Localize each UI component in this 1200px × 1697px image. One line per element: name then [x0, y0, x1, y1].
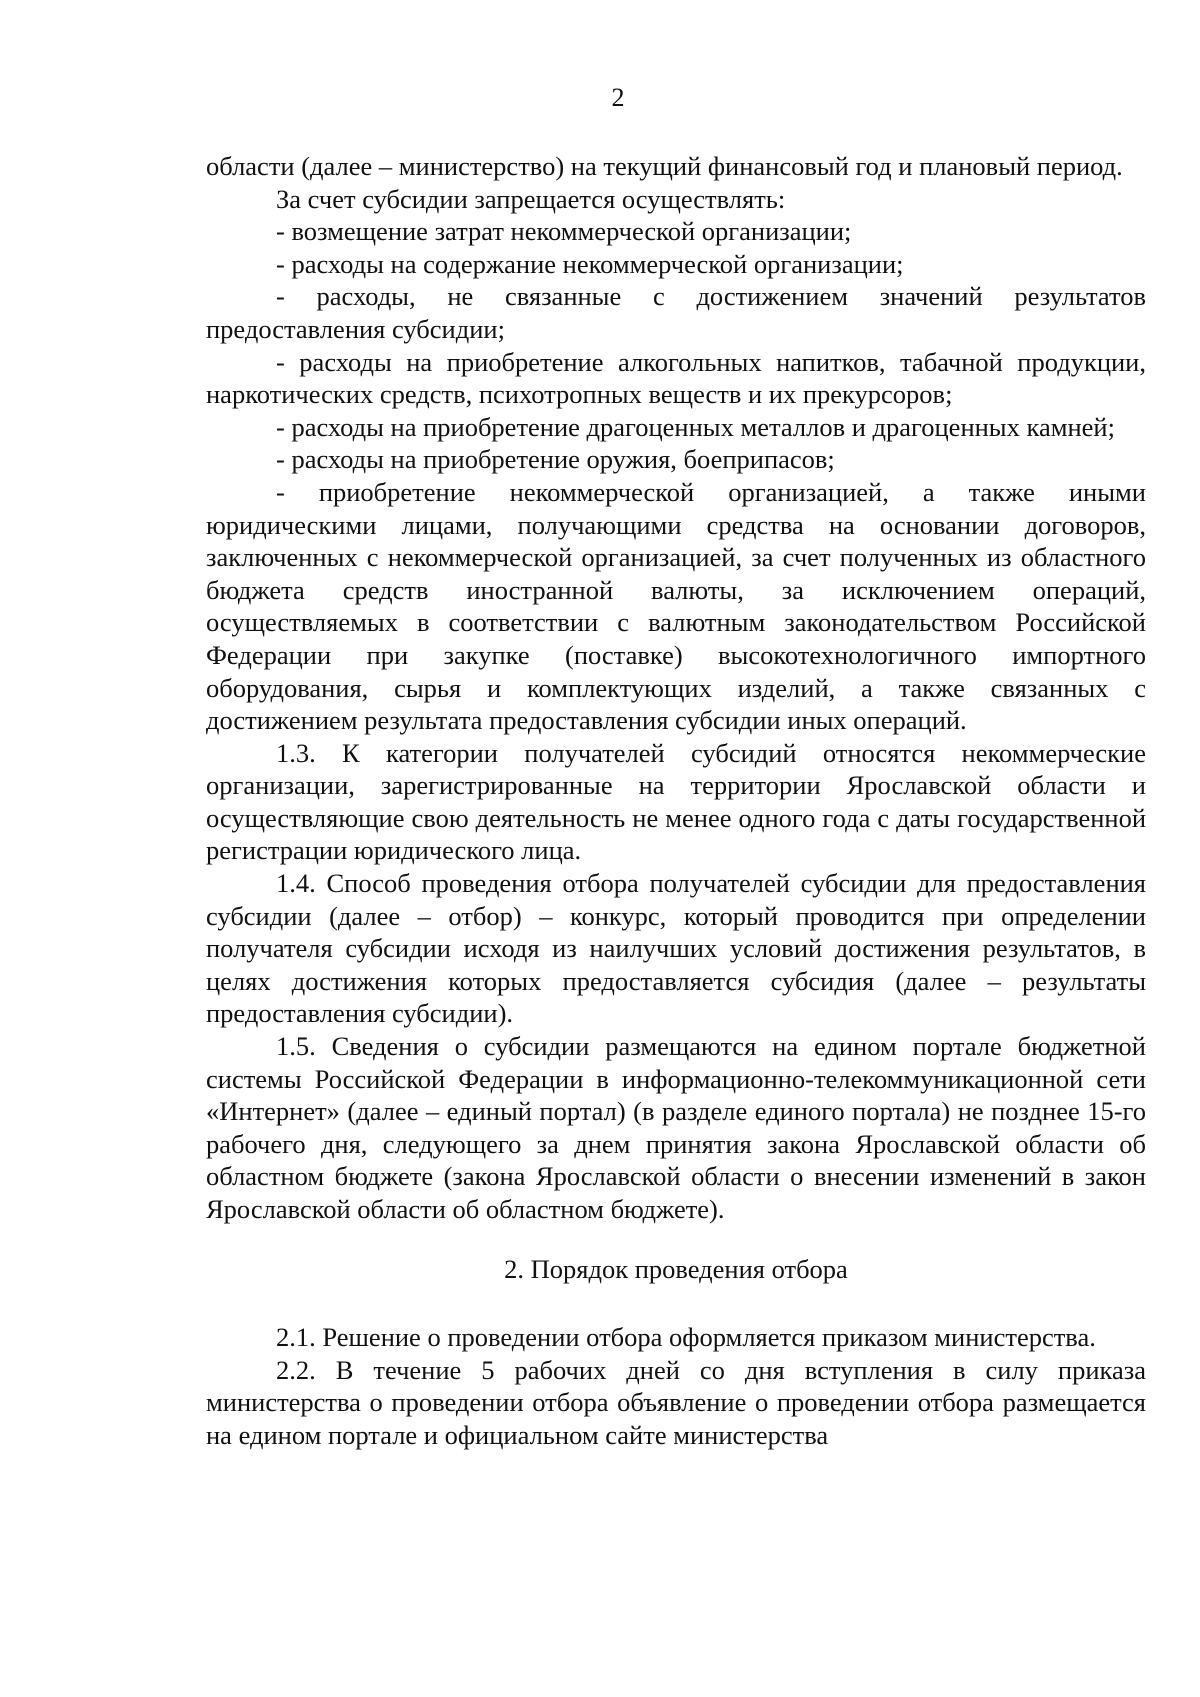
clause-2-2: 2.2. В течение 5 рабочих дней со дня вступления в силу приказа министерства о проведении отбора объявление о проведении отбора размещается на едином портале и официальном сайте министерства: [206, 1354, 1146, 1450]
paragraph-prohibitions-intro: За счет субсидии запрещается осуществлять:: [276, 183, 786, 214]
page-number: 2: [611, 83, 625, 112]
list-item: - расходы на содержание некоммерческой организации;: [276, 248, 904, 279]
document-body: [206, 150, 1146, 1452]
clause-1-4: 1.4. Способ проведения отбора получателей субсидии для предоставления субсидии (далее – отбор) – конкурс, который проводится при определении получателя субсидии исходя из наилучших условий достижения результатов, в целях достижения которых предоставляется субсидия (далее – результаты предоставления субсидии).: [206, 868, 1146, 1029]
list-item: - возмещение затрат некоммерческой организации;: [276, 216, 852, 247]
list-item: - расходы на приобретение оружия, боеприпасов;: [276, 444, 835, 475]
clause-1-3: 1.3. К категории получателей субсидий относятся некоммерческие организации, зарегистрированные на территории Ярославской области и осуществляющие свою деятельность не менее одного года с даты государственной регистрации юридического лица.: [206, 737, 1146, 866]
list-item: - расходы на приобретение драгоценных металлов и драгоценных камней;: [276, 411, 1115, 442]
clause-1-5: 1.5. Сведения о субсидии размещаются на едином портале бюджетной системы Российской Федерации в информационно-телекоммуникационной сети «Интернет» (далее – единый портал) (в разделе единого портала) не позднее 15-го рабочего дня, следующего за днем принятия закона Ярославской области об областном бюджете (закона Ярославской области о внесении изменений в закон Ярославской области об областном бюджете).: [206, 1031, 1146, 1224]
list-item: - расходы на приобретение алкогольных напитков, табачной продукции, наркотических средств, психотропных веществ и их прекурсоров;: [206, 346, 1146, 410]
clause-2-1: 2.1. Решение о проведении отбора оформляется приказом министерства.: [276, 1322, 1096, 1353]
list-item: - приобретение некоммерческой организацией, а также иными юридическими лицами, получающими средства на основании договоров, заключенных с некоммерческой организацией, за счет полученных из областного бюджета средств иностранной валюты, за исключением операций, осуществляемых в соответствии с валютным законодательством Российской Федерации при закупке (поставке) высокотехнологичного импортного оборудования, сырья и комплектующих изделий, а также связанных с достижением результата предоставления субсидии иных операций.: [206, 476, 1146, 736]
section-heading: 2. Порядок проведения отбора: [504, 1253, 848, 1284]
paragraph-continuation: области (далее – министерство) на текущий финансовый год и плановый период.: [206, 151, 1123, 181]
list-item: - расходы, не связанные с достижением значений результатов предоставления субсидии;: [206, 281, 1146, 344]
